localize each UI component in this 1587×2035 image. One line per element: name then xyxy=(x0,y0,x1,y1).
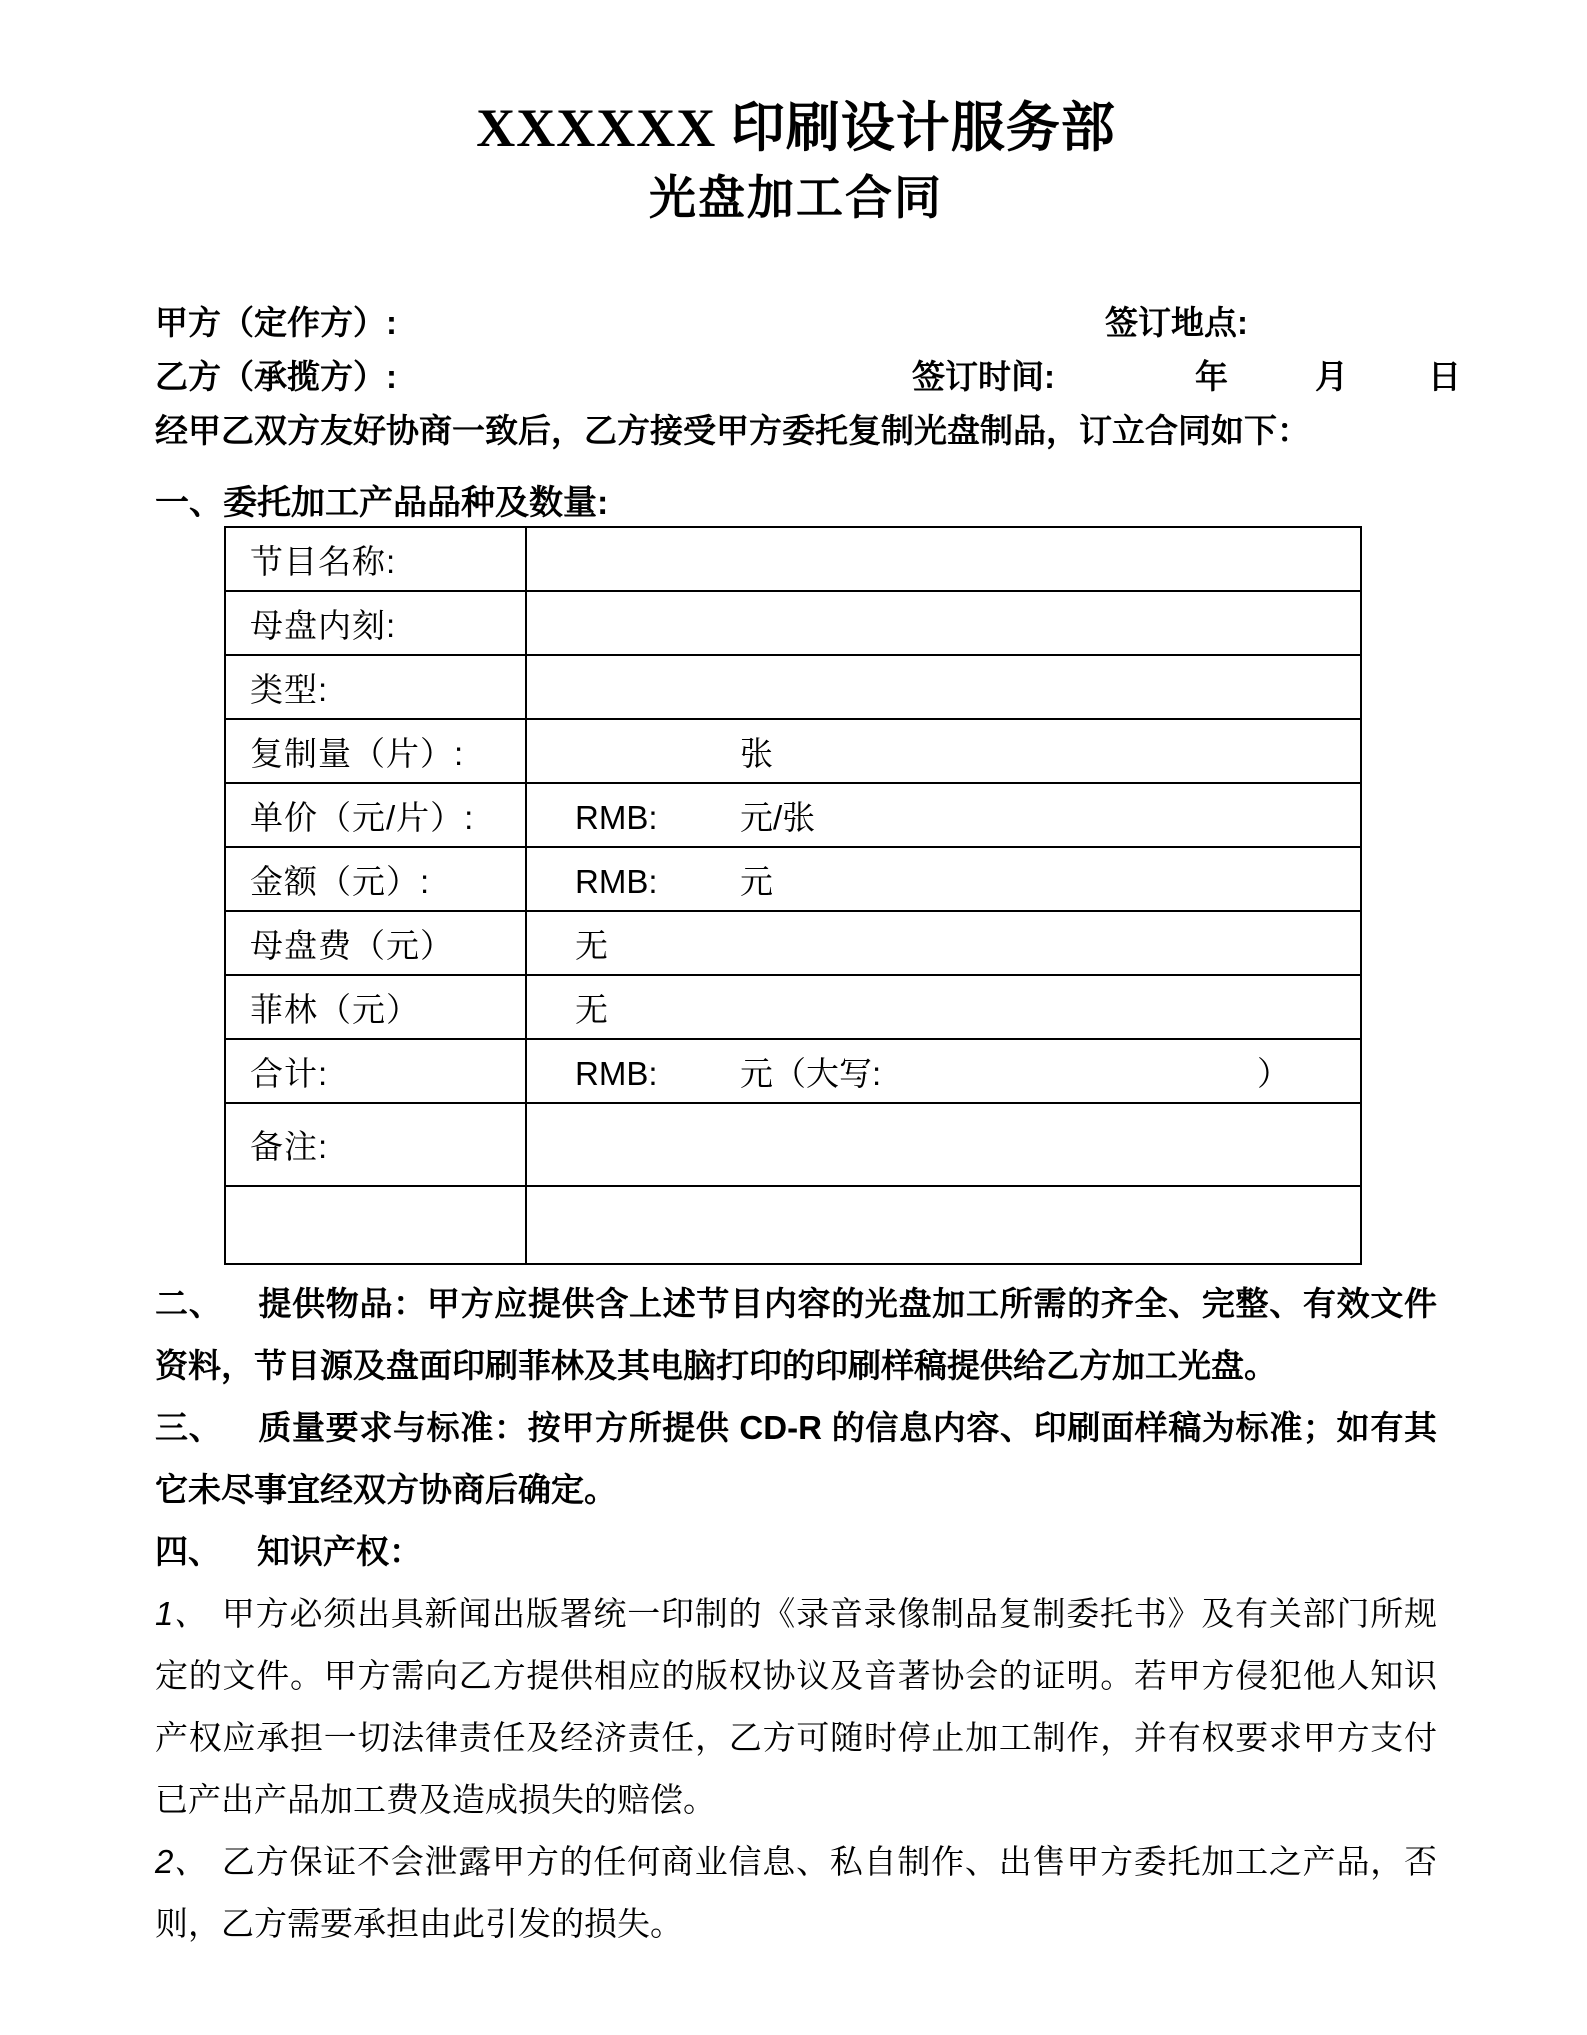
row-value xyxy=(526,719,1361,783)
row-value xyxy=(526,1039,1361,1103)
table-row-program-name xyxy=(225,527,1361,591)
row-value xyxy=(526,1186,1361,1264)
row-value xyxy=(526,1103,1361,1186)
section-1-heading: 一、委托加工产品品种及数量: xyxy=(155,484,609,522)
clause-1-body: 甲方必须出具新闻出版署统一印制的《录音录像制品复制委托书》及有关部门所规定的文件。甲方需向乙方提供相应的版权协议及音著协会的证明。若甲方侵犯他人知识产权应承担一切法律责任及经济责任，乙方可随时停止加工制作，并有权要求甲方支付已产出产品加工费及造成损失的赔偿。 xyxy=(155,1595,1437,1818)
value-token-1: RMB: xyxy=(575,862,658,900)
sign-place-label: 签订地点: xyxy=(1105,304,1248,341)
section-2-number: 二、 xyxy=(155,1285,223,1322)
table-row-film-fee xyxy=(225,975,1361,1039)
table-row-copy-quantity xyxy=(225,719,1361,783)
row-label xyxy=(225,1186,526,1264)
sign-time-label: 签订时间: xyxy=(912,358,1055,395)
table-row-master-disc xyxy=(225,591,1361,655)
value-token-2: 张 xyxy=(740,734,773,772)
value-token-1: 无 xyxy=(575,926,608,964)
table-row-amount xyxy=(225,847,1361,911)
table-row-master-fee xyxy=(225,911,1361,975)
section-3-body: 按甲方所提供 CD-R 的信息内容、印刷面样稿为标准；如有其它未尽事宜经双方协商后确定。 xyxy=(155,1409,1437,1508)
row-value xyxy=(526,591,1361,655)
value-token-1: RMB: xyxy=(575,798,658,836)
document-title: XXXXXX 印刷设计服务部 xyxy=(476,98,1116,158)
intro-text: 经甲乙双方友好协商一致后，乙方接受甲方委托复制光盘制品，订立合同如下： xyxy=(155,412,1310,449)
row-value xyxy=(526,527,1361,591)
section-4-number: 四、 xyxy=(155,1533,221,1570)
row-label: 复制量（片）: xyxy=(225,719,526,783)
section-4-heading xyxy=(155,1521,1437,1583)
row-label: 单价（元/片）: xyxy=(225,783,526,847)
row-label: 合计: xyxy=(225,1039,526,1103)
section-3-title: 质量要求与标准： xyxy=(258,1409,528,1446)
document-subtitle: 光盘加工合同 xyxy=(649,173,943,225)
value-token-2: 元/张 xyxy=(740,798,816,836)
value-token-3: ） xyxy=(1257,1054,1290,1092)
clause-2-number: 2、 xyxy=(155,1843,208,1880)
product-table xyxy=(224,526,1362,1265)
row-label: 母盘内刻: xyxy=(225,591,526,655)
section-4-title: 知识产权： xyxy=(257,1533,422,1570)
value-token-2: 元（大写: xyxy=(740,1054,882,1092)
table-row-blank xyxy=(225,1186,1361,1264)
clause-2-paragraph xyxy=(155,1831,1437,1955)
section-2-paragraph xyxy=(155,1273,1437,1397)
party-a-line xyxy=(155,300,1437,346)
table-row-total xyxy=(225,1039,1361,1103)
row-label: 菲林（元） xyxy=(225,975,526,1039)
clause-1-number: 1、 xyxy=(155,1595,208,1632)
row-value xyxy=(526,847,1361,911)
day-label: 日 xyxy=(1428,358,1461,395)
table-row-notes xyxy=(225,1103,1361,1186)
row-value xyxy=(526,783,1361,847)
clauses-block xyxy=(155,1273,1437,1955)
row-value xyxy=(526,911,1361,975)
clause-1-paragraph xyxy=(155,1583,1437,1831)
value-token-2: 元 xyxy=(740,862,773,900)
row-label: 备注: xyxy=(225,1103,526,1186)
section-3-paragraph xyxy=(155,1397,1437,1521)
month-label: 月 xyxy=(1315,358,1348,395)
row-label: 节目名称: xyxy=(225,527,526,591)
year-label: 年 xyxy=(1195,358,1228,395)
row-value xyxy=(526,975,1361,1039)
intro-line xyxy=(155,408,1437,454)
section-3-number: 三、 xyxy=(155,1409,223,1446)
table-row-type xyxy=(225,655,1361,719)
row-label: 金额（元）: xyxy=(225,847,526,911)
party-a-label: 甲方（定作方）: xyxy=(155,304,397,341)
row-label: 母盘费（元） xyxy=(225,911,526,975)
clause-2-body: 乙方保证不会泄露甲方的任何商业信息、私自制作、出售甲方委托加工之产品，否则，乙方需要承担由此引发的损失。 xyxy=(155,1843,1437,1942)
row-value xyxy=(526,655,1361,719)
value-token-1: RMB: xyxy=(575,1054,658,1092)
value-token-1: 无 xyxy=(575,990,608,1028)
contract-document-page xyxy=(0,96,1587,2035)
party-b-label: 乙方（承揽方）: xyxy=(155,358,397,395)
section-2-title: 提供物品： xyxy=(258,1285,427,1322)
party-b-line xyxy=(155,354,1461,400)
section-2-body: 甲方应提供含上述节目内容的光盘加工所需的齐全、完整、有效文件资料，节目源及盘面印刷菲林及其电脑打印的印刷样稿提供给乙方加工光盘。 xyxy=(155,1285,1438,1384)
table-row-unit-price xyxy=(225,783,1361,847)
row-label: 类型: xyxy=(225,655,526,719)
